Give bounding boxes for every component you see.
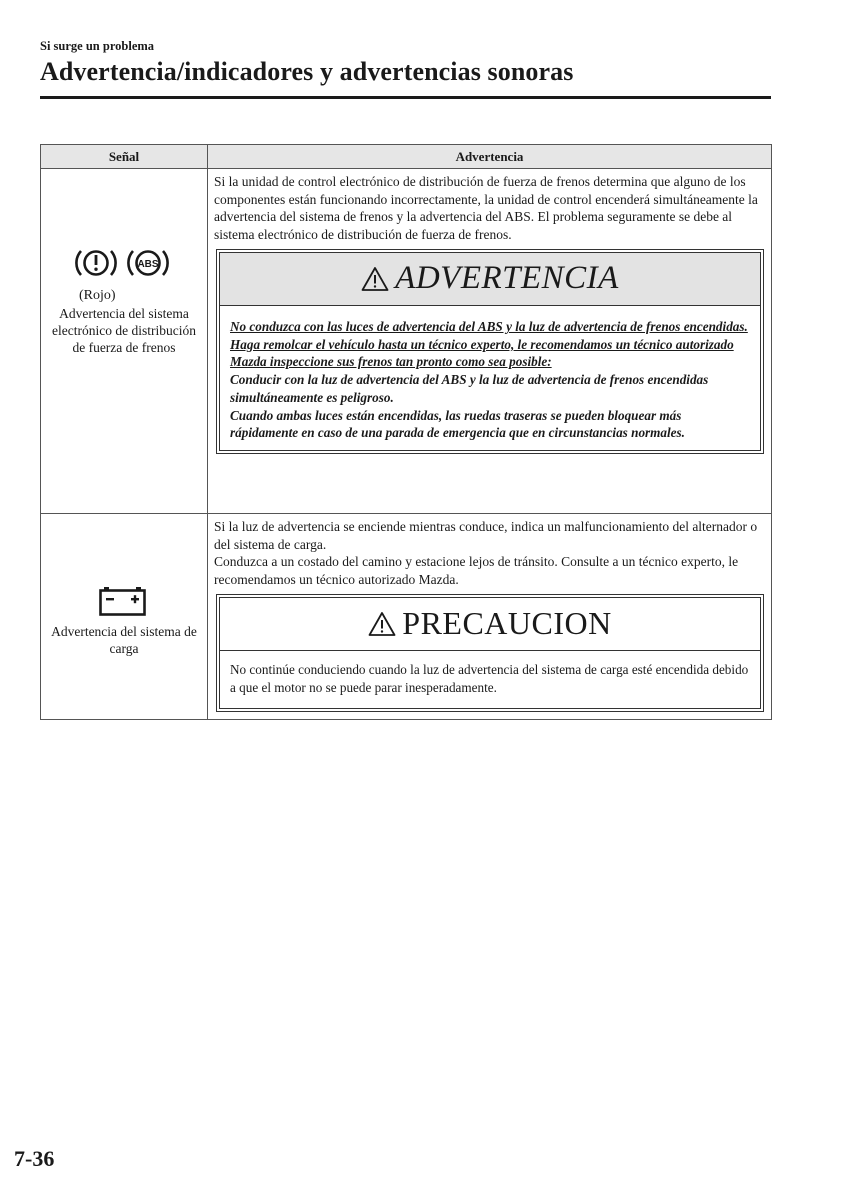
warning-triangle-icon bbox=[368, 611, 396, 637]
table-row bbox=[41, 169, 772, 514]
advertencia-box bbox=[219, 252, 761, 451]
warning-table bbox=[40, 144, 772, 720]
page-title: Advertencia/indicadores y advertencias sonoras bbox=[40, 57, 574, 86]
advertencia-box-header bbox=[220, 253, 760, 306]
brake-abs-warning-icon bbox=[72, 243, 176, 287]
precaucion-box-header bbox=[220, 598, 760, 651]
signal-name: Advertencia del sistema de carga bbox=[51, 623, 197, 656]
title-rule bbox=[40, 96, 771, 99]
signal-cell bbox=[41, 514, 208, 720]
precaucion-title: PRECAUCION bbox=[402, 605, 612, 642]
precaucion-text: No continúe conduciendo cuando la luz de advertencia del sistema de carga esté encendida debido a que el motor no se puede parar inesperadamente. bbox=[230, 662, 749, 695]
precaucion-body bbox=[220, 651, 760, 708]
advertencia-underlined-text: No conduzca con las luces de advertencia del ABS y la luz de advertencia de frenos encendidas. Haga remolcar el vehículo hasta un técnico experto, le recomendamos un técnico autorizado Mazda inspeccione sus frenos tan pronto como sea posible: bbox=[230, 319, 748, 370]
warning-cell bbox=[208, 169, 772, 514]
signal-color-label: (Rojo) bbox=[79, 288, 116, 303]
column-header-signal: Señal bbox=[41, 145, 208, 169]
warning-description-2: Conduzca a un costado del camino y estacione lejos de tránsito. Consulte a un técnico experto, le recomendamos un técnico autorizado Mazda. bbox=[214, 554, 739, 587]
section-label: Si surge un problema bbox=[40, 39, 155, 53]
battery-icon bbox=[98, 585, 150, 621]
advertencia-body bbox=[220, 306, 760, 450]
table-row bbox=[41, 514, 772, 720]
column-header-warning: Advertencia bbox=[208, 145, 772, 169]
svg-text:ABS: ABS bbox=[137, 259, 159, 270]
warning-cell bbox=[208, 514, 772, 720]
page-number: 7-36 bbox=[14, 1146, 55, 1171]
advertencia-text-2: Conducir con la luz de advertencia del ABS y la luz de advertencia de frenos encendidas simultáneamente es peligroso. bbox=[230, 372, 709, 405]
precaucion-box bbox=[219, 597, 761, 709]
advertencia-title: ADVERTENCIA bbox=[395, 260, 619, 297]
table-header-row bbox=[41, 145, 772, 169]
warning-description bbox=[214, 518, 766, 588]
advertencia-text-3: Cuando ambas luces están encendidas, las ruedas traseras se pueden bloquear más rápidamente en caso de una parada de emergencia que en circunstancias normales. bbox=[230, 407, 685, 441]
warning-description: Si la unidad de control electrónico de distribución de fuerza de frenos determina que alguno de los componentes están funcionando incorrectamente, la unidad de control encenderá simultáneamente la advertencia del sistema de frenos y la advertencia del ABS. El problema seguramente se debe al sistema electrónico de distribución de fuerza de frenos. bbox=[214, 174, 758, 242]
warning-description-1: Si la luz de advertencia se enciende mientras conduce, indica un malfuncionamiento del alternador o del sistema de carga. bbox=[214, 519, 758, 552]
warning-triangle-icon bbox=[361, 266, 389, 292]
signal-name: Advertencia del sistema electrónico de distribución de fuerza de frenos bbox=[52, 306, 196, 355]
signal-cell bbox=[41, 169, 208, 514]
